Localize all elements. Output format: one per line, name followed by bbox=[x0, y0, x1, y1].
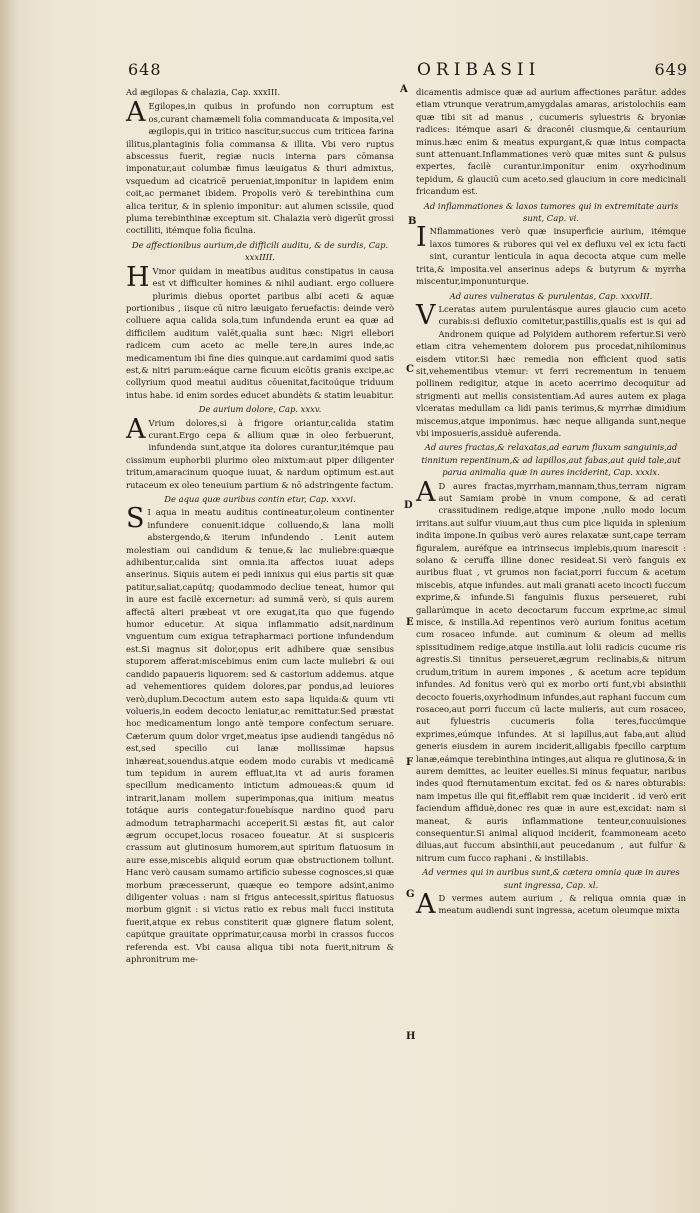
body-paragraph bbox=[416, 889, 686, 920]
margin-letter: B bbox=[408, 216, 417, 227]
running-title: ORIBASII bbox=[417, 60, 541, 80]
paragraph-text: De affectionibus aurium,de difficili auditu, & de surdis, Cap. xxxIIII. bbox=[131, 239, 389, 263]
paragraph-text: Vmor quidam in meatibus auditus constipatus in causa est vt difficulter homines & nihil audiant. ergo colluere plurimis diebus oportet paribus albi aceti & aquæ portionibus , iisque cū nitro læuigato feruefactis: deinde verò colluere aqua calida sola,tum infundenda erunt ea quæ ad difficilem auditum valēt,qualia sunt hæc: Nigri ellebori radicem cum aceto ac melle tere,in aures inde,ac medicamentum ibi fine dies quinque.aut cardamimi quod satis est,& nitri parum:eáque carne ficuum eicōtis granis excipe,ac collyrium quod meatui auditus cōuenitat,facitoúque triduum intus habe. id enim sordes educet abundèts & statim leuabitur. bbox=[126, 265, 394, 400]
body-paragraph bbox=[416, 222, 686, 287]
margin-letter: C bbox=[406, 364, 414, 375]
paragraph-text: Ad aures fractas,& relaxatas,ad earum fluxum sanguinis,ad tinnitum repentinum,& ad lapillos,aut fabas,aut quid tale,aut parua animalia quæ in aures inciderint, Cap. xxxix. bbox=[421, 442, 681, 478]
body-paragraph bbox=[126, 97, 394, 236]
paragraph-text: De aqua quæ auribus contin etur, Cap. xxxvi. bbox=[164, 494, 356, 504]
page-number-right: 649 bbox=[654, 60, 688, 79]
margin-letter: E bbox=[406, 617, 414, 628]
paragraph-text: Vrium dolores,si à frigore oriantur,calida statim curant.Ergo cepa & allium quæ in oleo ferbuerunt, infundenda sunt,atque ita dolores curantur,itémque pau cissimum euphorbii plurimo oleo mixtum:aut piper diligenter tritum,amaracinum quoque iuuat, & nardum optimum est.aut rutaceum ex oleo teneuium partium & nō adstringente factum. bbox=[126, 417, 394, 490]
margin-letter: A bbox=[400, 84, 408, 95]
margin-letter: F bbox=[406, 757, 414, 768]
body-paragraph bbox=[416, 86, 686, 198]
drop-cap: A bbox=[416, 476, 436, 508]
section-heading bbox=[416, 200, 686, 225]
drop-cap: A bbox=[126, 97, 146, 129]
paragraph-text: D aures fractas,myrrham,mannam,thus,terram nigram aut Samiam probè in vnum compone, & ad cerati crassitudinem redige,atque impone ,nullo modo locum irritans.aut sulfur viuum,aut thus cum pice liquida in splenium indita impone.In quibus verò aures relaxatæ sunt,cape terram figuralem, auréfque ea intrinsecus implebis,quum inarescit : solano & ceruffa illine donec resideat.Si verò fanguis ex auribus fluat , vt grumos non faciat,porri fuccum & acetum miscebis, atque infundes. aut mali granati aceto incocti fuccum exprime,& infunde.Si fanguinis fluxus perseueret, rubi gallarúmque in aceto decoctarum fuccum exprime,ac simul misce, & instilla.Ad repentinos verò aurium fonitus acetum cum rosaceo infunde. aut cuminum & oleum ad mellis spissitudinem redige,atque instilla.aut lolii radicis cucume ris agrestis.Si tinnitus perseueret,ægrum reclinabis,& nitrum crudum,tritum in aurem impones , & acetum acre tepidum infundes. Ad fonitus verò qui ex morbo orti funt,vbi absinthii decocto foueris,oxyrhodinum infundes,aut raphani fuccum cum rosaceo,aut porri fuccum cū lacte mulieris, aut cum rosaceo, aut fyluestris cucumeris folia teres,fuccúmque exprimes,eúmque infundes. At si lapillus,aut faba,aut aliud generis eiusdem in aurem inciderit,alligabis fpecillo carptum lanæ,eámque terebinthina intinges,aut aliqua re glutinosa,& in aurem demittes, ac leuiter euelles.Si minus fequatur, naribus indes quod fternutamentum excitat. fed os & nares obturabis: nam impetus ille qui fit,efflabit rem quæ inciderit . id verò erit faciendum affiduè,donec res quæ in aure est,excidat: nam si maneat, & auris inflammatione tenteur,conuulsiones consequentur.Si animal aliquod inciderit, fcammoneam aceto diluas,aut fuccum absinthii,aut peucedanum , aut fulfur & nitrum cum fucco raphani , & instillabis. bbox=[416, 480, 686, 863]
paragraph-text: dicamentis admisce quæ ad aurium affectiones parātur. addes etiam vtrunque veratrum,amygdalas amaras, aristolochiis eam quæ tibi sit ad manus , cucumeris syluestris & bryoniæ radices: itémque asari & draconēi ciusmque,& centaurium minus.hæc enim & meatus expurgant,& quæ intus compacta sunt attenuant.Inflammationes verò quæ mites sunt & pulsus expertes, facilè curantur.imponitur enim oxyrhodinum tepidum, & glauciū cum aceto.sed glaucium in core medicinali fricandum est. bbox=[416, 87, 686, 197]
page-number-left: 648 bbox=[128, 60, 162, 79]
paragraph-text: I aqua in meatu auditus contineatur,oleum continenter infundere conuenit.idque colluendo,& lana molli abstergendo,& iterum infundendo . Lenit autem molestiam oui candidum & tenue,& lac muliebre:quæque adhibentur,calida sint omnia.ita affectos iuuat adeps anserinus. Siquis autem ei pedi innixus qui eius partis sit quæ patitur,saliat,capútq; quodammodo decliue teneat, humor qui in aure est facilè excernetur: ad summā verò, si quis aurem affectā alteri præbeat vt ore exugat,ita quo que fugendo humor educetur. At siqua inflammatio adsit,nardinum vnguentum cum exigua tetrapharmaci portione infundendum est.Si magnus sit dolor,opus erit adhibere quæ sensibus stuporem afferat:miscebimus enim cum lacte muliebri & oui candido papaueris liquorem: sed & castorium addemus. atque ad vehementiores quidem dolores,par pondus,ad leuiores verò,duplum.Decoctum autem esto sapa liquida:& quum vti volueris,in eodem decocto leniatur,ac remittatur.Sed præstat hoc medicamentum longo antè tempore confectum seruare. Cæterum quum dolor vrget,meatus ipse audiendi tangēdus nō est,sed specillo cui lanæ mollissimæ hapsus inhæreat,souendus.atque eodem modo curabis vt medicamē tum tepidum in aurem effluat,ita vt ad auris foramen specillum medicamento intictum admoueas:& quum id intrarit,lanam mollem superimponas,qua initium meatus totáque auris contegatur:fouebísque nardino quod paru admodum tetrapharmachi acceperit.Si æstas fit, aut calor ægrum occupet,locus rosaceo foueatur. At si suspiceris crassum aut glutinosum humorem,aut spiritum flatuosum in aure esse,miscebis aliquid eorum quæ obstructionem tollunt. Hanc verò causam sumamo artificio subesse cognosces,si quæ morbum præcesserunt, quæque eo tempore adsint,animo diligenter voluas : nam si frigus antecessit,spiritus flatuosus morbum gignit : si victus ratio ex rebus mali fucci instituta fuerit,atque ex rebus constiterit quæ gignere flatum solent, capútque grauitate opprimatur,causa morbi in crassos fuccos referenda est. Vbi causa aliqua tibi nota fuerit,nitrum & aphronitrum me- bbox=[126, 507, 394, 965]
section-heading bbox=[416, 441, 686, 478]
margin-letter: H bbox=[406, 1031, 416, 1042]
paragraph-text: Ad inflammationes & laxos tumores qui in extremitate auris sunt, Cap. vi. bbox=[423, 200, 679, 224]
body-paragraph bbox=[416, 476, 686, 865]
left-column bbox=[126, 86, 394, 967]
paragraph-text: Ad aures vulneratas & purulentas, Cap. xxxvIII. bbox=[449, 290, 653, 301]
paragraph-text: Nflammationes verò quæ insuperficie aurium, itémque laxos tumores & rubores qui vel ex defluxu vel ex ictu facti sint, curantur lenticula in aqua decocta atque cum melle trita,& imposita.vel anserinus adeps & butyrum & myrrha miscentur,imponunturque. bbox=[416, 226, 686, 287]
section-heading bbox=[126, 493, 394, 505]
paragraph-text: Lceratas autem purulentásque aures glaucio cum aceto curabis:si defluxio comitetur,pastillis,qualis est is qui ad Andronem quique ad Polyidem authorem refertur.Si verò etiam citra vehementem dolorem pus procedat,nihilominus eisdem vtitor.Si hæc remedia non efficient quod satis sit,vehementibus vtemur: vt ferri recrementum in tenuem pollinem redigitur, atque in aceto acerrimo decoquitur ad strigmenti aut mellis consistentiam.Ad aures autem ex plaga vlceratas medullam ca lidi panis terimus,& myrrhæ dimidium miscemus,atque imponimus. hæc neque alliganda sunt,neque vbi imposueris,assiduè auferenda. bbox=[416, 303, 686, 438]
body-paragraph bbox=[126, 261, 394, 401]
drop-cap: S bbox=[126, 503, 145, 535]
paragraph-text: De aurium dolore, Cap. xxxv. bbox=[198, 404, 322, 415]
section-heading bbox=[126, 239, 394, 264]
section-heading bbox=[126, 403, 394, 415]
margin-letter: D bbox=[404, 500, 413, 511]
drop-cap: V bbox=[416, 299, 436, 331]
drop-cap: A bbox=[416, 889, 436, 920]
drop-cap: A bbox=[126, 413, 146, 445]
drop-cap: I bbox=[416, 222, 427, 254]
body-paragraph bbox=[416, 299, 686, 439]
paragraph-text: Egilopes,in quibus in profundo non corruptum est os,curant chamæmeli folia commanducata & imposita,vel ægilopis,qui in tritico nascitur,succus cum triticea farina illitus,plantaginis folia commansa & illita. Vbi vero ruptus abscessus fuerit, regiæ nucis interna pars cōmansa imponatur,aut columbæ fimus læuigatus & thuri admixtus, vsquedum ad cicatricē perueniat,imponitur in lapidem enim coit,ac permanet ibidem. Propolis verò & terebinthina cum alica teritur, & in splenio imponitur: aut alumen scissile, quod pluma terebinthinæ exceptum sit. Chalazia verò digerūt grossi coctilliti, itémque folia ficulna. bbox=[126, 101, 394, 236]
paragraph-text: Ad ægilopas & chalazia, Cap. xxxIII. bbox=[126, 87, 281, 97]
drop-cap: H bbox=[126, 261, 150, 293]
page-header bbox=[0, 60, 700, 86]
right-column bbox=[416, 86, 686, 919]
section-heading bbox=[416, 290, 686, 302]
paragraph-text: Ad vermes qui in auribus sunt,& cætera omnia quæ in aures sunt ingressa, Cap. xl. bbox=[422, 867, 680, 890]
gutter-shadow bbox=[0, 0, 18, 1213]
paragraph-text: D vermes autem aurium , & reliqua omnia quæ in meatum audiendi sunt ingressa, acetum oleumque mixta bbox=[438, 893, 686, 916]
body-paragraph bbox=[126, 413, 394, 491]
margin-letter: G bbox=[406, 889, 415, 900]
body-paragraph bbox=[126, 86, 394, 98]
body-paragraph bbox=[126, 503, 394, 965]
section-heading bbox=[416, 866, 686, 891]
